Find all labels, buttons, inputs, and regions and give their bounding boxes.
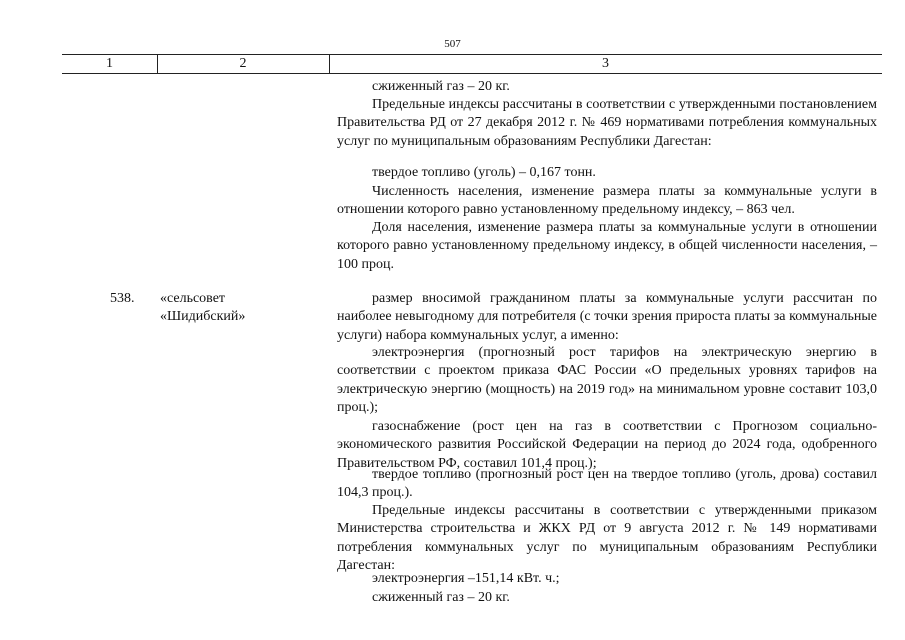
entry-paragraph-2: электроэнергия (прогнозный рост тарифов на электрическую энергию в соответствии с проектом приказа ФАС России «О предельных уровнях тарифов на электрическую энергию (мощность) на 2019 год» на минимальном уровне составит 103,0 проц.); xyxy=(337,345,877,416)
entry-paragraph-6: электроэнергия –151,14 кВт. ч.; xyxy=(372,571,560,586)
continuation-paragraph-3: твердое топливо (уголь) – 0,167 тонн. xyxy=(372,165,596,180)
continuation-paragraph-1: сжиженный газ – 20 кг. xyxy=(372,79,510,94)
entry-name xyxy=(160,290,325,327)
continuation-paragraph-2: Предельные индексы рассчитаны в соответствии с утвержденными постановлением Правительства РД от 27 декабря 2012 г. № 469 нормативами потребления коммунальных услуг по муниципальным образованиям Республики Дагестан: xyxy=(337,97,877,149)
entry-paragraph-7: сжиженный газ – 20 кг. xyxy=(372,590,510,605)
entry-paragraph-4: твердое топливо (прогнозный рост цен на твердое топливо (уголь, дрова) составил 104,3 проц.). xyxy=(337,467,877,501)
page-number: 507 xyxy=(444,38,461,50)
column-header-1: 1 xyxy=(106,56,113,71)
column-header-3: 3 xyxy=(602,56,609,71)
table-header-top-rule xyxy=(62,54,882,55)
entry-name-line-1: «сельсовет xyxy=(160,291,226,306)
column-header-2: 2 xyxy=(239,56,247,71)
entry-paragraph-3: газоснабжение (рост цен на газ в соответствии с Прогнозом социально-экономического развития Российской Федерации на период до 2024 года, одобренного Правительством РФ, составил 101,4 проц.); xyxy=(337,419,877,471)
entry-number: 538. xyxy=(110,291,135,306)
entry-paragraph-1: размер вносимой гражданином платы за коммунальные услуги рассчитан по наиболее невыгодному для потребителя (с точки зрения прироста платы за коммунальные услуги) набора коммунальных услуг, а именно: xyxy=(337,291,877,343)
continuation-paragraph-5: Доля населения, изменение размера платы за коммунальные услуги в отношении которого равно установленному предельному индексу, в общей численности населения, – 100 проц. xyxy=(337,220,877,272)
entry-paragraph-5: Предельные индексы рассчитаны в соответствии с утвержденными приказом Министерства строительства и ЖКХ РД от 9 августа 2012 г. № 149 нормативами потребления коммунальных услуг по муниципальным образованиям Республики Дагестан: xyxy=(337,503,877,574)
entry-name-line-2: «Шидибский» xyxy=(160,309,246,325)
continuation-paragraph-4: Численность населения, изменение размера платы за коммунальные услуги в отношении которого равно установленному предельному индексу, – 863 чел. xyxy=(337,184,877,218)
table-header-bottom-rule xyxy=(62,73,882,74)
